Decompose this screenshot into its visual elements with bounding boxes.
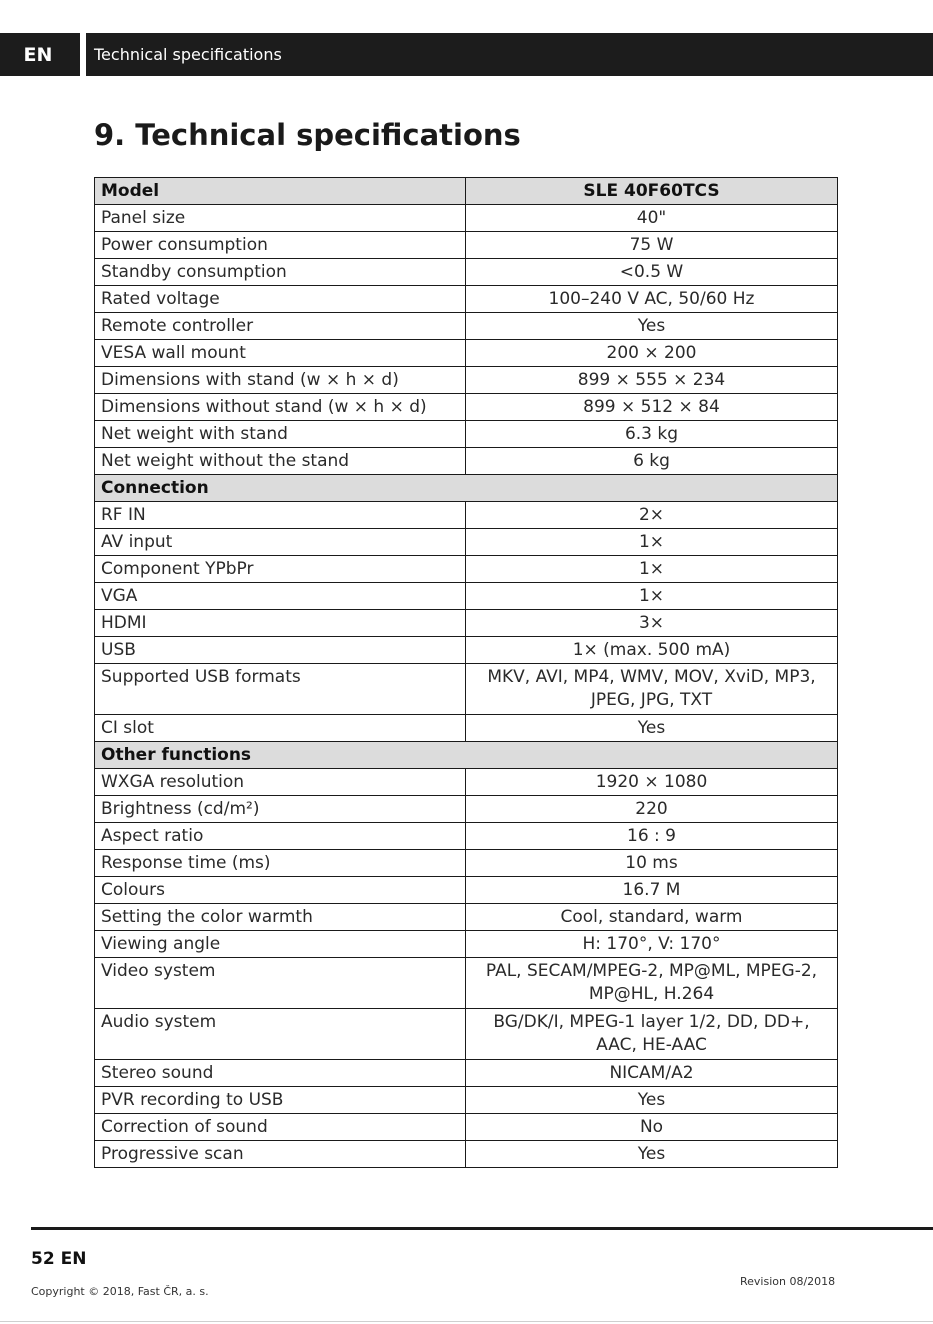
row-label: Panel size bbox=[95, 205, 466, 232]
page-bottom-edge bbox=[0, 1321, 933, 1322]
row-value: 2× bbox=[466, 502, 838, 529]
row-value: Yes bbox=[466, 313, 838, 340]
model-value: SLE 40F60TCS bbox=[466, 178, 838, 205]
row-label: Standby consumption bbox=[95, 259, 466, 286]
table-row bbox=[95, 931, 838, 958]
row-label: AV input bbox=[95, 529, 466, 556]
table-row bbox=[95, 877, 838, 904]
table-row bbox=[95, 769, 838, 796]
row-label: Response time (ms) bbox=[95, 850, 466, 877]
page-title: 9. Technical specifications bbox=[94, 118, 521, 152]
row-value: H: 170°, V: 170° bbox=[466, 931, 838, 958]
row-label: USB bbox=[95, 637, 466, 664]
connection-section-row bbox=[95, 475, 838, 502]
copyright-text: Copyright © 2018, Fast ČR, a. s. bbox=[31, 1285, 209, 1298]
table-row bbox=[95, 313, 838, 340]
row-value: MKV, AVI, MP4, WMV, MOV, XviD, MP3, JPEG, JPG, TXT bbox=[466, 664, 838, 715]
revision-text: Revision 08/2018 bbox=[740, 1275, 836, 1288]
row-value: 40" bbox=[466, 205, 838, 232]
table-row bbox=[95, 1009, 838, 1060]
table-row bbox=[95, 904, 838, 931]
row-value: 6.3 kg bbox=[466, 421, 838, 448]
row-value: 1× (max. 500 mA) bbox=[466, 637, 838, 664]
row-label: VGA bbox=[95, 583, 466, 610]
model-label: Model bbox=[95, 178, 466, 205]
header-divider bbox=[80, 33, 86, 76]
row-value: 200 × 200 bbox=[466, 340, 838, 367]
row-label: Supported USB formats bbox=[95, 664, 466, 715]
row-value: 1920 × 1080 bbox=[466, 769, 838, 796]
row-value: Yes bbox=[466, 715, 838, 742]
row-value: 16 : 9 bbox=[466, 823, 838, 850]
table-row bbox=[95, 367, 838, 394]
table-row bbox=[95, 529, 838, 556]
row-label: WXGA resolution bbox=[95, 769, 466, 796]
row-value: 899 × 555 × 234 bbox=[466, 367, 838, 394]
table-row bbox=[95, 850, 838, 877]
table-row bbox=[95, 715, 838, 742]
row-value: PAL, SECAM/MPEG-2, MP@ML, MPEG-2, MP@HL, H.264 bbox=[466, 958, 838, 1009]
row-label: Aspect ratio bbox=[95, 823, 466, 850]
row-value: Cool, standard, warm bbox=[466, 904, 838, 931]
page-number: 52 EN bbox=[31, 1249, 87, 1269]
row-value: 3× bbox=[466, 610, 838, 637]
row-label: CI slot bbox=[95, 715, 466, 742]
table-row bbox=[95, 394, 838, 421]
table-row bbox=[95, 823, 838, 850]
row-label: Stereo sound bbox=[95, 1060, 466, 1087]
row-label: HDMI bbox=[95, 610, 466, 637]
table-row bbox=[95, 340, 838, 367]
header-bar bbox=[0, 33, 933, 76]
row-label: Progressive scan bbox=[95, 1141, 466, 1168]
row-label: Audio system bbox=[95, 1009, 466, 1060]
row-value: 220 bbox=[466, 796, 838, 823]
row-label: RF IN bbox=[95, 502, 466, 529]
row-label: PVR recording to USB bbox=[95, 1087, 466, 1114]
row-value: <0.5 W bbox=[466, 259, 838, 286]
table-row bbox=[95, 796, 838, 823]
row-value: No bbox=[466, 1114, 838, 1141]
row-value: NICAM/A2 bbox=[466, 1060, 838, 1087]
row-value: 1× bbox=[466, 529, 838, 556]
row-value: Yes bbox=[466, 1087, 838, 1114]
row-label: Rated voltage bbox=[95, 286, 466, 313]
table-row bbox=[95, 1114, 838, 1141]
connection-section-label: Connection bbox=[95, 475, 838, 502]
spec-table bbox=[94, 177, 838, 1168]
language-tab: EN bbox=[23, 43, 53, 66]
row-label: Net weight without the stand bbox=[95, 448, 466, 475]
table-row bbox=[95, 448, 838, 475]
row-value: 1× bbox=[466, 583, 838, 610]
table-row bbox=[95, 502, 838, 529]
row-label: Component YPbPr bbox=[95, 556, 466, 583]
table-row bbox=[95, 232, 838, 259]
other-functions-section-row bbox=[95, 742, 838, 769]
table-row bbox=[95, 1087, 838, 1114]
row-label: Correction of sound bbox=[95, 1114, 466, 1141]
footer-divider bbox=[31, 1227, 933, 1230]
row-label: Dimensions without stand (w × h × d) bbox=[95, 394, 466, 421]
row-label: Video system bbox=[95, 958, 466, 1009]
row-label: Net weight with stand bbox=[95, 421, 466, 448]
table-row bbox=[95, 421, 838, 448]
row-value: 899 × 512 × 84 bbox=[466, 394, 838, 421]
row-label: Viewing angle bbox=[95, 931, 466, 958]
model-header-row bbox=[95, 178, 838, 205]
row-value: 16.7 M bbox=[466, 877, 838, 904]
table-row bbox=[95, 664, 838, 715]
row-value: 6 kg bbox=[466, 448, 838, 475]
row-label: Colours bbox=[95, 877, 466, 904]
table-row bbox=[95, 205, 838, 232]
table-row bbox=[95, 259, 838, 286]
table-row bbox=[95, 556, 838, 583]
row-label: Remote controller bbox=[95, 313, 466, 340]
row-value: BG/DK/I, MPEG-1 layer 1/2, DD, DD+, AAC, HE-AAC bbox=[466, 1009, 838, 1060]
row-value: Yes bbox=[466, 1141, 838, 1168]
row-value: 75 W bbox=[466, 232, 838, 259]
row-label: Setting the color warmth bbox=[95, 904, 466, 931]
row-value: 10 ms bbox=[466, 850, 838, 877]
row-label: Power consumption bbox=[95, 232, 466, 259]
table-row bbox=[95, 1141, 838, 1168]
other-functions-section-label: Other functions bbox=[95, 742, 838, 769]
table-row bbox=[95, 637, 838, 664]
row-label: Brightness (cd/m²) bbox=[95, 796, 466, 823]
row-label: VESA wall mount bbox=[95, 340, 466, 367]
row-value: 100–240 V AC, 50/60 Hz bbox=[466, 286, 838, 313]
table-row bbox=[95, 286, 838, 313]
row-label: Dimensions with stand (w × h × d) bbox=[95, 367, 466, 394]
table-row bbox=[95, 610, 838, 637]
row-value: 1× bbox=[466, 556, 838, 583]
table-row bbox=[95, 583, 838, 610]
table-row bbox=[95, 1060, 838, 1087]
table-row bbox=[95, 958, 838, 1009]
section-label: Technical specifications bbox=[94, 45, 282, 64]
